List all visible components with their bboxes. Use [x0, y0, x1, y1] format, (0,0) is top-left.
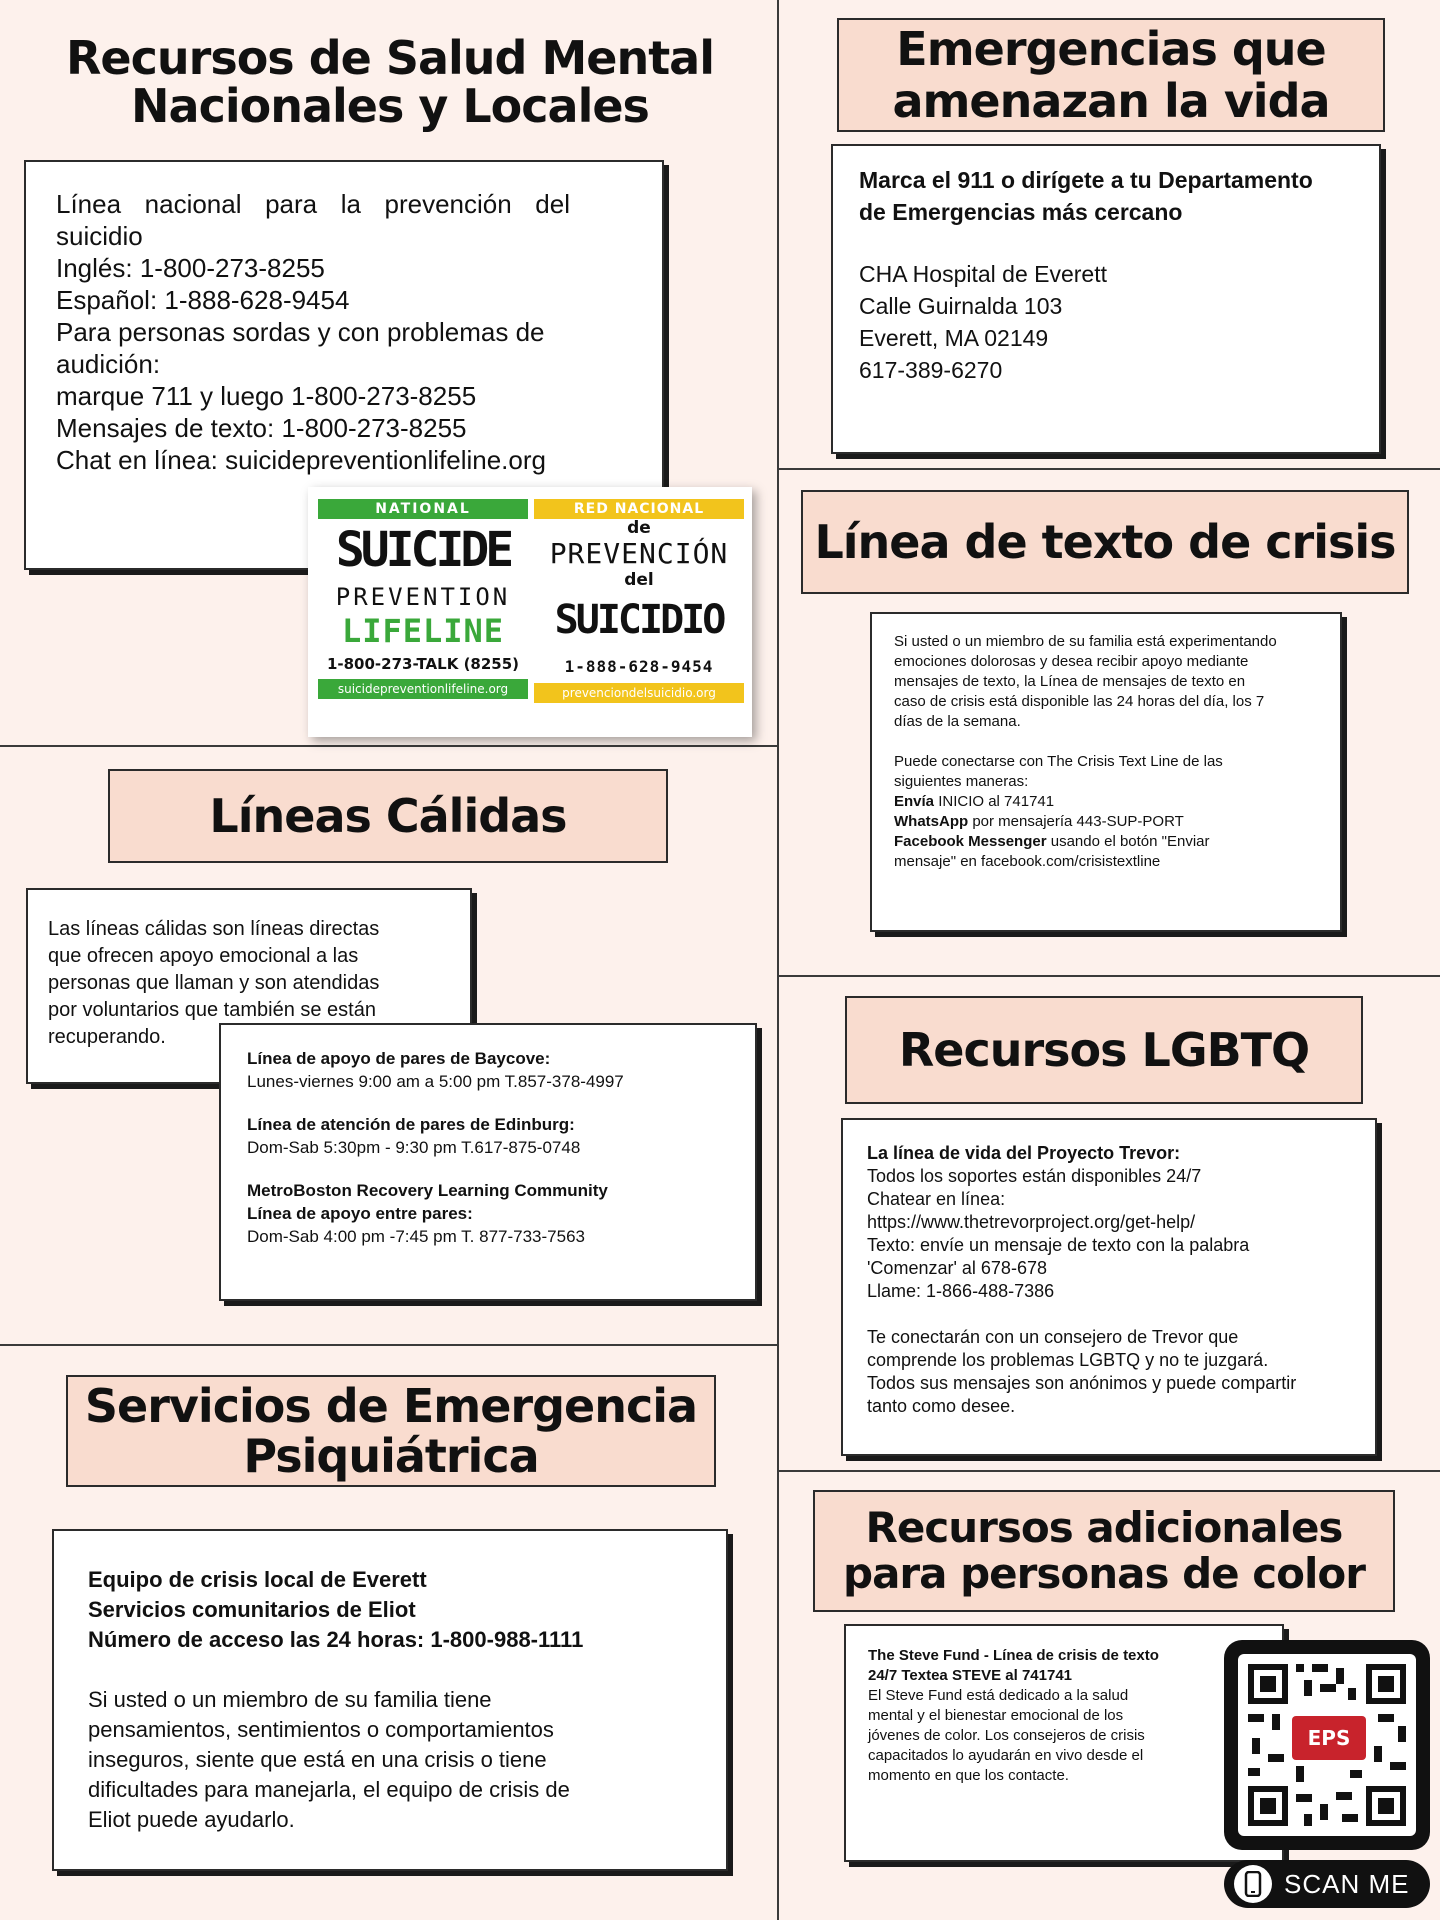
trevor-line: Todos los soportes están disponibles 24/7	[867, 1166, 1202, 1186]
psych-team: Equipo de crisis local de Everett	[88, 1567, 427, 1592]
hospital-street: Calle Guirnalda 103	[859, 293, 1063, 319]
emergency-heading-box	[837, 18, 1385, 132]
psych-description: Si usted o un miembro de su familia tiene pensamientos, sentimientos o comportamientos inseguros, siente que está en una crisis o tiene dificultades para manejarla, el equipo de crisis de Eliot puede ayudarlo.	[88, 1687, 570, 1832]
lifeline-text: Mensajes de texto: 1-800-273-8255	[56, 413, 467, 443]
scan-me-label: SCAN ME	[1284, 1868, 1410, 1899]
warm-line-detail: Dom-Sab 4:00 pm -7:45 pm T. 877-733-7563	[247, 1227, 585, 1246]
lifeline-logo	[308, 487, 752, 737]
warm-line-name: MetroBoston Recovery Learning Community	[247, 1181, 608, 1200]
divider	[0, 1344, 777, 1346]
poc-heading-box	[813, 1490, 1395, 1612]
trevor-title: La línea de vida del Proyecto Trevor:	[867, 1143, 1181, 1163]
warm-line-name: Línea de apoyo entre pares:	[247, 1204, 473, 1223]
lifeline-logo-spanish	[534, 499, 744, 725]
warm-lines-title: Líneas Cálidas	[209, 789, 567, 843]
trevor-url: https://www.thetrevorproject.org/get-help/	[867, 1212, 1196, 1232]
lgbtq-card	[841, 1118, 1377, 1456]
psych-card	[52, 1529, 728, 1871]
crisis-text-heading-box	[801, 490, 1409, 594]
crisis-method-detail: por mensajería 443-SUP-PORT	[968, 813, 1184, 830]
divider	[777, 975, 1440, 977]
trevor-line: Texto: envíe un mensaje de texto con la palabra	[867, 1235, 1250, 1255]
lgbtq-heading-box	[845, 996, 1363, 1104]
logo-phone: 1-800-273-TALK (8255)	[326, 655, 520, 673]
divider	[0, 745, 777, 747]
warm-line-detail: Dom-Sab 5:30pm - 9:30 pm T.617-875-0748	[247, 1138, 581, 1157]
crisis-text-card	[870, 612, 1342, 932]
lifeline-deaf: Para personas sordas y con problemas de audición:	[56, 317, 545, 379]
warm-line-name: Línea de apoyo de pares de Baycove:	[247, 1049, 551, 1068]
logo-word: del	[624, 570, 654, 590]
warm-lines-list-card	[219, 1023, 757, 1301]
logo-word: PREVENTION	[335, 583, 511, 611]
logo-word: SUICIDE	[335, 522, 511, 578]
trevor-line: 'Comenzar' al 678-678	[867, 1258, 1047, 1278]
logo-word: SUICIDIO	[554, 597, 724, 643]
lgbtq-title: Recursos LGBTQ	[898, 1023, 1310, 1077]
emergency-title-line: Emergencias que	[896, 22, 1326, 76]
page-title	[20, 31, 760, 133]
qr-code-frame[interactable]	[1224, 1640, 1430, 1850]
divider	[777, 1470, 1440, 1472]
poc-title-line: para personas de color	[843, 1549, 1365, 1598]
crisis-method-name: Envía	[894, 793, 935, 810]
poc-card	[844, 1624, 1284, 1862]
eps-badge: EPS	[1307, 1726, 1351, 1750]
crisis-text-connect: Puede conectarse con The Crisis Text Line de las siguientes maneras:	[894, 753, 1223, 790]
hospital-city: Everett, MA 02149	[859, 325, 1049, 351]
phone-glyph-icon	[1244, 1871, 1262, 1897]
steve-fund-title: The Steve Fund - Línea de crisis de texto	[868, 1647, 1159, 1664]
emergency-title-line: amenazan la vida	[892, 74, 1330, 128]
logo-url: prevenciondelsuicidio.org	[534, 683, 744, 703]
crisis-method-name: WhatsApp	[894, 813, 969, 830]
crisis-method-detail: usando el botón "Enviar mensaje" en facebook.com/crisistextline	[894, 833, 1210, 870]
lifeline-logo-english	[318, 499, 528, 725]
emergency-instruction: Marca el 911 o dirígete a tu Departamento de Emergencias más cercano	[859, 167, 1313, 225]
steve-fund-text: 24/7 Textea STEVE al 741741	[868, 1667, 1073, 1684]
qr-code[interactable]	[1238, 1654, 1416, 1836]
crisis-method	[894, 792, 1318, 812]
crisis-method	[894, 832, 1318, 872]
steve-fund-description: El Steve Fund está dedicado a la salud mental y el bienestar emocional de los jóvenes de color. Los consejeros de crisis capacitados lo ayudarán en vivo desde el momento en que los contacte.	[868, 1687, 1145, 1784]
lifeline-english: Inglés: 1-800-273-8255	[56, 253, 325, 283]
warm-lines-heading-box	[108, 769, 668, 863]
trevor-line: Chatear en línea:	[867, 1189, 1006, 1209]
emergency-card	[831, 144, 1381, 454]
scan-me-button[interactable]	[1224, 1860, 1430, 1908]
lifeline-name: Línea nacional para la prevención del suicidio	[56, 189, 570, 251]
logo-banner: RED NACIONAL	[534, 499, 744, 519]
divider	[777, 468, 1440, 470]
hospital-name: CHA Hospital de Everett	[859, 261, 1108, 287]
lifeline-711: marque 711 y luego 1-800-273-8255	[56, 381, 477, 411]
psych-access-number: Número de acceso las 24 horas: 1-800-988-1111	[88, 1627, 584, 1652]
crisis-text-intro: Si usted o un miembro de su familia está experimentando emociones dolorosas y desea recibir apoyo mediante mensajes de texto, la Línea de mensajes de texto en caso de crisis está disponible las 24 horas del día, los 7 días de la semana.	[894, 633, 1277, 730]
crisis-method-detail: INICIO al 741741	[934, 793, 1055, 810]
logo-word: PREVENCIÓN	[549, 537, 729, 570]
trevor-description: Te conectarán con un consejero de Trevor que comprende los problemas LGBTQ y no te juzgará. Todos sus mensajes son anónimos y puede compartir tanto como desee.	[867, 1327, 1297, 1416]
crisis-text-title: Línea de texto de crisis	[814, 515, 1396, 569]
psych-title-line: Servicios de Emergencia	[84, 1379, 698, 1433]
psych-title-line: Psiquiátrica	[243, 1429, 539, 1483]
hospital-phone: 617-389-6270	[859, 357, 1003, 383]
psych-heading-box	[66, 1375, 716, 1487]
warm-line-name: Línea de atención de pares de Edinburg:	[247, 1115, 575, 1134]
logo-word: de	[627, 518, 651, 538]
warm-line-detail: Lunes-viernes 9:00 am a 5:00 pm T.857-378-4997	[247, 1072, 624, 1091]
page-title-line: Nacionales y Locales	[131, 79, 649, 133]
crisis-method	[894, 812, 1318, 832]
crisis-method-name: Facebook Messenger	[894, 833, 1047, 850]
phone-icon	[1234, 1865, 1272, 1903]
logo-phone: 1-888-628-9454	[564, 657, 714, 676]
logo-banner: NATIONAL	[318, 499, 528, 519]
logo-url: suicidepreventionlifeline.org	[318, 679, 528, 699]
center-divider	[777, 0, 779, 1920]
psych-services: Servicios comunitarios de Eliot	[88, 1597, 416, 1622]
page-title-line: Recursos de Salud Mental	[66, 31, 714, 85]
lifeline-chat: Chat en línea: suicidepreventionlifeline.org	[56, 445, 546, 475]
warm-lines-intro: Las líneas cálidas son líneas directas que ofrecen apoyo emocional a las personas que llaman y son atendidas por voluntarios que también se están recuperando.	[48, 918, 380, 1048]
lifeline-spanish: Español: 1-888-628-9454	[56, 285, 350, 315]
logo-word: LIFELINE	[341, 612, 505, 650]
trevor-phone: Llame: 1-866-488-7386	[867, 1281, 1055, 1301]
poc-title-line: Recursos adicionales	[865, 1503, 1343, 1552]
